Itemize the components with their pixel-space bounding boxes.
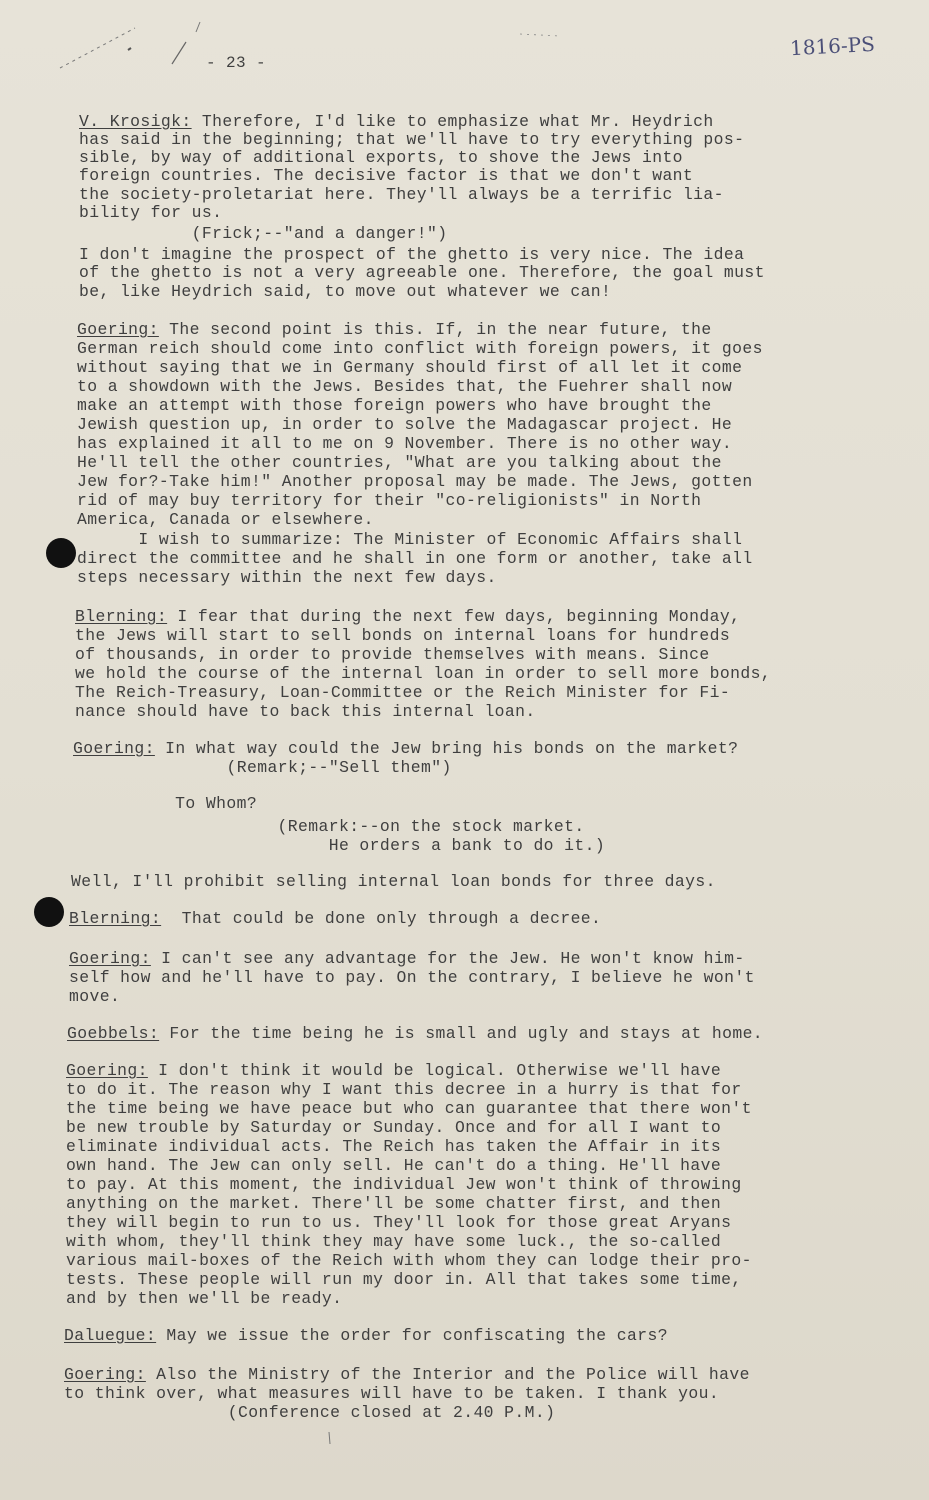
speech-line: bility for us. <box>79 203 223 222</box>
speech-line: and by then we'll be ready. <box>66 1289 343 1308</box>
speech-line: May we issue the order for confiscating the cars? <box>156 1326 668 1345</box>
speech-line: Jewish question up, in order to solve the Madagascar project. He <box>77 415 733 434</box>
speech-line: The second point is this. If, in the near future, the <box>158 320 712 339</box>
speech-line: self how and he'll have to pay. On the contrary, I believe he won't <box>69 968 755 987</box>
speech-line: Well, I'll prohibit selling internal loan bonds for three days. <box>71 872 716 891</box>
speech-line: For the time being he is small and ugly and stays at home. <box>159 1024 764 1043</box>
speech-line: eliminate individual acts. The Reich has taken the Affair in its <box>66 1137 722 1156</box>
speech-line: the time being we have peace but who can guarantee that there won't <box>66 1099 752 1118</box>
speech-line: they will begin to run to us. They'll look for those great Aryans <box>66 1213 732 1232</box>
speech-line: to think over, what measures will have to be taken. I thank you. <box>64 1384 720 1403</box>
speech-line: I can't see any advantage for the Jew. He won't know him- <box>150 949 745 968</box>
speech-line: to pay. At this moment, the individual Jew won't think of throwing <box>66 1175 742 1194</box>
speech-line: without saying that we in Germany should first of all let it come <box>77 358 743 377</box>
page-number: - 23 - <box>206 54 267 72</box>
speaker-name: Goering: <box>64 1365 146 1384</box>
block-daluegue <box>64 1327 668 1345</box>
speech-line: steps necessary within the next few days. <box>77 568 497 587</box>
speech-line: direct the committee and he shall in one form or another, take all <box>77 549 753 568</box>
block-blerning-2 <box>69 910 601 928</box>
speech-line: German reich should come into conflict with foreign powers, it goes <box>77 339 763 358</box>
speech-line: the Jews will start to sell bonds on internal loans for hundreds <box>75 626 731 645</box>
block-goebbels <box>67 1025 763 1043</box>
speech-line: Jew for?-Take him!" Another proposal may be made. The Jews, gotten <box>77 472 753 491</box>
interjection: (Remark:--on the stock market. <box>124 817 585 836</box>
speech-line: various mail-boxes of the Reich with whom they can lodge their pro- <box>66 1251 752 1270</box>
speech-line: to do it. The reason why I want this decree in a hurry is that for <box>66 1080 742 1099</box>
speaker-name: Goering: <box>69 949 151 968</box>
speech-line: make an attempt with those foreign powers who have brought the <box>77 396 712 415</box>
block-goering-4 <box>66 1062 721 1080</box>
speech-line: nance should have to back this internal loan. <box>75 702 536 721</box>
block-krosigk <box>79 113 714 131</box>
speech-line: Therefore, I'd like to emphasize what Mr. Heydrich <box>191 112 714 131</box>
speech-line: own hand. The Jew can only sell. He can't do a thing. He'll have <box>66 1156 722 1175</box>
speech-line: I fear that during the next few days, beginning Monday, <box>167 607 741 626</box>
speech-line: I don't imagine the prospect of the ghetto is very nice. The idea <box>79 245 745 264</box>
speech-line: That could be done only through a decree. <box>161 909 602 928</box>
speech-line: to a showdown with the Jews. Besides that, the Fuehrer shall now <box>77 377 733 396</box>
speech-line: move. <box>69 987 121 1006</box>
speech-line: of thousands, in order to provide themselves with means. Since <box>75 645 710 664</box>
speech-line: I don't think it would be logical. Otherwise we'll have <box>147 1061 722 1080</box>
speech-line: foreign countries. The decisive factor is that we don't want <box>79 166 694 185</box>
block-goering-1 <box>77 321 712 339</box>
speaker-name: Blerning: <box>75 607 168 626</box>
speaker-name: V. Krosigk: <box>79 112 192 131</box>
interjection: He orders a bank to do it.) <box>124 836 606 855</box>
closing-note: (Conference closed at 2.40 P.M.) <box>64 1403 556 1422</box>
speaker-name: Goering: <box>73 739 155 758</box>
speech-line: He'll tell the other countries, "What are you talking about the <box>77 453 722 472</box>
block-goering-3 <box>69 950 745 968</box>
speaker-name: Goering: <box>66 1061 148 1080</box>
speaker-name: Goering: <box>77 320 159 339</box>
interjection: (Frick;--"and a danger!") <box>79 224 448 243</box>
speech-line: tests. These people will run my door in. All that takes some time, <box>66 1270 742 1289</box>
speaker-name: Goebbels: <box>67 1024 160 1043</box>
speech-line: To Whom? <box>124 794 258 813</box>
speech-line: In what way could the Jew bring his bonds on the market? <box>154 739 739 758</box>
speech-line: The Reich-Treasury, Loan-Committee or the Reich Minister for Fi- <box>75 683 731 702</box>
speech-line: sible, by way of additional exports, to shove the Jews into <box>79 148 683 167</box>
speaker-name: Daluegue: <box>64 1326 157 1345</box>
speech-line: I wish to summarize: The Minister of Economic Affairs shall <box>77 530 743 549</box>
speech-line: be, like Heydrich said, to move out whatever we can! <box>79 282 612 301</box>
block-blerning-1 <box>75 608 740 626</box>
speech-line: has explained it all to me on 9 November. There is no other way. <box>77 434 733 453</box>
speech-line: has said in the beginning; that we'll have to try everything pos- <box>79 130 745 149</box>
speech-line: America, Canada or elsewhere. <box>77 510 374 529</box>
speaker-name: Blerning: <box>69 909 162 928</box>
block-goering-5 <box>64 1366 750 1384</box>
speech-line: be new trouble by Saturday or Sunday. Once and for all I want to <box>66 1118 722 1137</box>
handwritten-ref-text: 1816-PS <box>789 31 876 61</box>
speech-line: the society-proletariat here. They'll always be a terrific lia- <box>79 185 724 204</box>
speech-line: anything on the market. There'll be some chatter first, and then <box>66 1194 722 1213</box>
interjection: (Remark;--"Sell them") <box>73 758 452 777</box>
block-goering-2 <box>73 740 738 758</box>
speech-line: we hold the course of the internal loan in order to sell more bonds, <box>75 664 772 683</box>
speech-line: rid of may buy territory for their "co-religionists" in North <box>77 491 702 510</box>
speech-line: Also the Ministry of the Interior and the Police will have <box>145 1365 750 1384</box>
speech-line: of the ghetto is not a very agreeable one. Therefore, the goal must <box>79 263 765 282</box>
speech-line: with whom, they'll think they may have some luck., the so-called <box>66 1232 722 1251</box>
